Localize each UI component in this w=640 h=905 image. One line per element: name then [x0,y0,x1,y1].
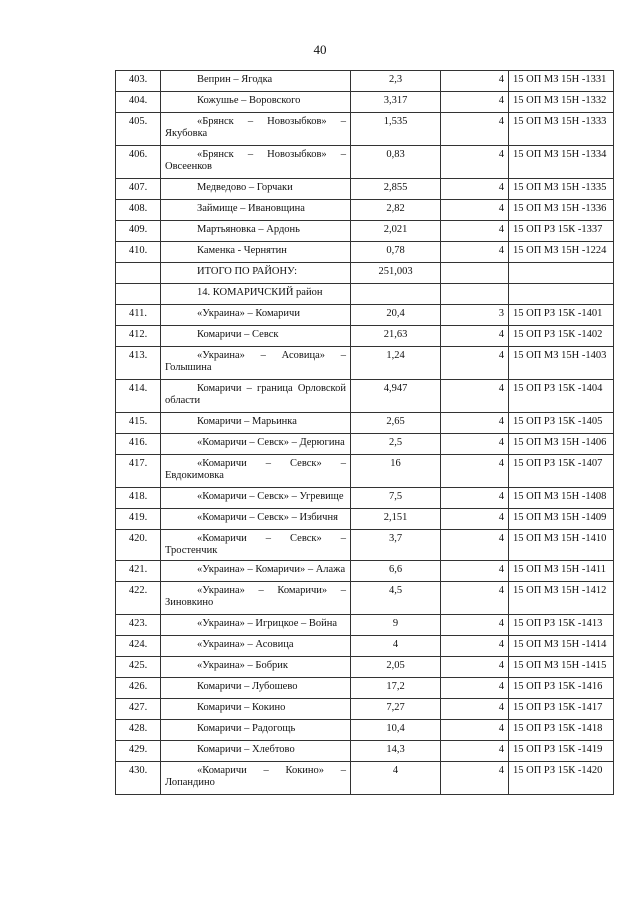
length-cell: 2,65 [351,413,441,434]
category-cell: 4 [441,509,509,530]
road-name: Каменка - Чернятин [197,245,287,256]
road-name-cell [161,380,351,413]
road-name-cell [161,615,351,636]
road-name-cell [161,92,351,113]
length-cell: 2,855 [351,179,441,200]
row-number-cell: 427. [116,699,161,720]
row-number-cell: 407. [116,179,161,200]
length-cell: 4 [351,762,441,795]
table-row [116,242,614,263]
category-cell: 4 [441,488,509,509]
roads-table-body [116,71,614,795]
length-cell: 1,535 [351,113,441,146]
length-cell: 0,78 [351,242,441,263]
road-name-cell [161,720,351,741]
road-code-cell: 15 ОП МЗ 15Н -1411 [509,561,614,582]
road-code-cell: 15 ОП РЗ 15К -1402 [509,326,614,347]
road-code-cell: 15 ОП МЗ 15Н -1403 [509,347,614,380]
road-code-cell: 15 ОП РЗ 15К -1404 [509,380,614,413]
category-cell: 4 [441,582,509,615]
road-code-cell: 15 ОП РЗ 15К -1407 [509,455,614,488]
category-cell: 4 [441,762,509,795]
length-cell: 16 [351,455,441,488]
road-name-cell [161,179,351,200]
road-code-cell: 15 ОП МЗ 15Н -1409 [509,509,614,530]
road-name-line1: «Украина» – Комаричи» – [197,585,346,596]
road-code-cell [509,263,614,284]
road-name-cell [161,284,351,305]
category-cell: 4 [441,455,509,488]
category-cell: 4 [441,636,509,657]
road-name-cell [161,582,351,615]
road-code-cell: 15 ОП МЗ 15Н -1414 [509,636,614,657]
length-cell: 2,3 [351,71,441,92]
category-cell: 4 [441,530,509,561]
road-name: Комаричи – Севск [197,329,279,340]
table-row [116,113,614,146]
road-name-line2: Якубовка [165,128,208,139]
table-row [116,284,614,305]
road-name-cell [161,488,351,509]
row-number-cell: 412. [116,326,161,347]
road-name: «Украина» – Игрицкое – Война [197,618,338,629]
category-cell: 4 [441,179,509,200]
road-name: «Комаричи – Севск» – Тростенчик [165,533,346,556]
length-cell: 4,947 [351,380,441,413]
length-cell: 251,003 [351,263,441,284]
length-cell: 9 [351,615,441,636]
table-row [116,455,614,488]
row-number-cell: 416. [116,434,161,455]
road-name-cell [161,305,351,326]
row-number-cell: 411. [116,305,161,326]
road-name-line2: области [165,395,201,406]
table-row [116,488,614,509]
row-number-cell: 425. [116,657,161,678]
road-name-line1: «Брянск – Новозыбков» – [197,149,346,160]
road-name-cell [161,509,351,530]
table-row [116,582,614,615]
road-code-cell: 15 ОП РЗ 15К -1401 [509,305,614,326]
category-cell: 4 [441,699,509,720]
road-name-cell [161,71,351,92]
row-number-cell: 418. [116,488,161,509]
road-name: Комаричи – Хлебтово [197,744,295,755]
row-number-cell: 420. [116,530,161,561]
road-name: Комаричи – Радогощь [197,723,296,734]
length-cell [351,284,441,305]
table-row [116,200,614,221]
road-name-line1: «Комаричи – Севск» – [197,458,346,469]
road-name: «Украина» – Комаричи» – Алажа [197,564,346,575]
road-name: Кожушье – Воровского [197,95,301,106]
category-cell: 4 [441,741,509,762]
row-number-cell: 404. [116,92,161,113]
road-code-cell: 15 ОП РЗ 15К -1419 [509,741,614,762]
road-code-cell: 15 ОП МЗ 15Н -1406 [509,434,614,455]
road-code-cell: 15 ОП РЗ 15К -1416 [509,678,614,699]
road-code-cell: 15 ОП МЗ 15Н -1224 [509,242,614,263]
category-cell: 4 [441,113,509,146]
length-cell: 0,83 [351,146,441,179]
length-cell: 1,24 [351,347,441,380]
category-cell: 4 [441,326,509,347]
road-code-cell: 15 ОП МЗ 15Н -1336 [509,200,614,221]
table-row [116,699,614,720]
table-row [116,741,614,762]
row-number-cell [116,263,161,284]
road-name-cell [161,263,351,284]
road-name-cell [161,678,351,699]
category-cell: 3 [441,305,509,326]
category-cell: 4 [441,413,509,434]
table-row [116,615,614,636]
row-number-cell: 422. [116,582,161,615]
table-row [116,179,614,200]
road-name-cell [161,636,351,657]
row-number-cell: 424. [116,636,161,657]
table-row [116,263,614,284]
row-number-cell: 410. [116,242,161,263]
length-cell: 3,317 [351,92,441,113]
road-code-cell: 15 ОП РЗ 15К -1337 [509,221,614,242]
road-code-cell: 15 ОП РЗ 15К -1413 [509,615,614,636]
category-cell: 4 [441,615,509,636]
road-code-cell: 15 ОП МЗ 15Н -1334 [509,146,614,179]
road-name: «Комаричи – Севск» – Избичня [197,512,338,523]
length-cell: 7,27 [351,699,441,720]
road-name-line2: Евдокимовка [165,470,224,481]
table-row [116,71,614,92]
road-name: ИТОГО ПО РАЙОНУ: [197,266,298,277]
row-number-cell: 429. [116,741,161,762]
table-row [116,762,614,795]
length-cell: 2,82 [351,200,441,221]
table-row [116,305,614,326]
road-name: «Украина» – Бобрик [197,660,289,671]
category-cell: 4 [441,347,509,380]
road-name-cell [161,762,351,795]
road-code-cell: 15 ОП МЗ 15Н -1410 [509,530,614,561]
category-cell [441,284,509,305]
road-code-cell: 15 ОП МЗ 15Н -1332 [509,92,614,113]
road-name-cell [161,413,351,434]
page-number: 40 [313,42,327,57]
roads-table [115,70,614,795]
category-cell: 4 [441,561,509,582]
road-name-cell [161,146,351,179]
road-name-line2: Голышина [165,362,212,373]
road-name: Медведово – Горчаки [197,182,293,193]
table-row [116,146,614,179]
road-name: «Украина» – Комаричи [197,308,300,319]
road-name-line1: «Комаричи – Кокино» – [197,765,346,776]
category-cell: 4 [441,71,509,92]
length-cell: 14,3 [351,741,441,762]
category-cell: 4 [441,678,509,699]
category-cell: 4 [441,380,509,413]
table-row [116,720,614,741]
row-number-cell: 405. [116,113,161,146]
road-code-cell: 15 ОП РЗ 15К -1418 [509,720,614,741]
road-name-line2: Овсеенков [165,161,212,172]
row-number-cell: 409. [116,221,161,242]
row-number-cell: 428. [116,720,161,741]
road-name-cell [161,242,351,263]
category-cell: 4 [441,200,509,221]
road-code-cell: 15 ОП МЗ 15Н -1331 [509,71,614,92]
row-number-cell: 413. [116,347,161,380]
table-row [116,221,614,242]
length-cell: 3,7 [351,530,441,561]
road-name-cell [161,699,351,720]
road-name-cell [161,221,351,242]
road-name-cell [161,561,351,582]
row-number-cell: 406. [116,146,161,179]
road-code-cell: 15 ОП МЗ 15Н -1412 [509,582,614,615]
table-row [116,636,614,657]
road-name: Комаричи – Марьинка [197,416,297,427]
road-code-cell [509,284,614,305]
table-row [116,434,614,455]
category-cell [441,263,509,284]
road-code-cell: 15 ОП МЗ 15Н -1415 [509,657,614,678]
table-row [116,678,614,699]
row-number-cell: 408. [116,200,161,221]
row-number-cell: 426. [116,678,161,699]
table-row [116,326,614,347]
row-number-cell: 417. [116,455,161,488]
road-name-cell [161,530,351,561]
length-cell: 10,4 [351,720,441,741]
road-name: Комаричи – Лубошево [197,681,298,692]
road-name: Веприн – Ягодка [197,74,273,85]
category-cell: 4 [441,657,509,678]
table-row [116,530,614,561]
road-name-line2: Зиновкино [165,597,214,608]
category-cell: 4 [441,92,509,113]
road-code-cell: 15 ОП РЗ 15К -1417 [509,699,614,720]
length-cell: 4 [351,636,441,657]
road-code-cell: 15 ОП РЗ 15К -1405 [509,413,614,434]
category-cell: 4 [441,221,509,242]
road-name: Мартьяновка – Ардонь [197,224,300,235]
table-row [116,413,614,434]
table-row [116,657,614,678]
length-cell: 6,6 [351,561,441,582]
category-cell: 4 [441,434,509,455]
road-name-cell [161,455,351,488]
road-name-line2: Лопандино [165,777,215,788]
length-cell: 7,5 [351,488,441,509]
category-cell: 4 [441,242,509,263]
road-name-cell [161,347,351,380]
length-cell: 21,63 [351,326,441,347]
table-row [116,92,614,113]
road-code-cell: 15 ОП МЗ 15Н -1333 [509,113,614,146]
road-name-line1: «Украина» – Асовица» – [197,350,346,361]
road-name-line1: «Брянск – Новозыбков» – [197,116,346,127]
road-name-cell [161,434,351,455]
row-number-cell: 415. [116,413,161,434]
length-cell: 2,05 [351,657,441,678]
road-name: «Комаричи – Севск» – Угревище [197,491,344,502]
road-name: 14. КОМАРИЧСКИЙ район [197,287,323,298]
length-cell: 2,151 [351,509,441,530]
road-name-cell [161,200,351,221]
table-row [116,561,614,582]
row-number-cell: 419. [116,509,161,530]
category-cell: 4 [441,146,509,179]
length-cell: 17,2 [351,678,441,699]
row-number-cell [116,284,161,305]
length-cell: 20,4 [351,305,441,326]
road-name-cell [161,657,351,678]
road-code-cell: 15 ОП МЗ 15Н -1408 [509,488,614,509]
category-cell: 4 [441,720,509,741]
road-name: Комаричи – Кокино [197,702,286,713]
road-name-cell [161,113,351,146]
table-row [116,509,614,530]
row-number-cell: 430. [116,762,161,795]
table-row [116,380,614,413]
road-name-cell [161,741,351,762]
row-number-cell: 414. [116,380,161,413]
row-number-cell: 403. [116,71,161,92]
road-name: Займище – Ивановщина [197,203,305,214]
road-code-cell: 15 ОП РЗ 15К -1420 [509,762,614,795]
road-name: «Украина» – Асовица [197,639,294,650]
length-cell: 2,021 [351,221,441,242]
road-code-cell: 15 ОП МЗ 15Н -1335 [509,179,614,200]
road-name: «Комаричи – Севск» – Дерюгина [197,437,345,448]
length-cell: 4,5 [351,582,441,615]
row-number-cell: 423. [116,615,161,636]
length-cell: 2,5 [351,434,441,455]
road-name-cell [161,326,351,347]
table-row [116,347,614,380]
road-name-line1: Комаричи – граница Орловской [197,383,346,394]
row-number-cell: 421. [116,561,161,582]
